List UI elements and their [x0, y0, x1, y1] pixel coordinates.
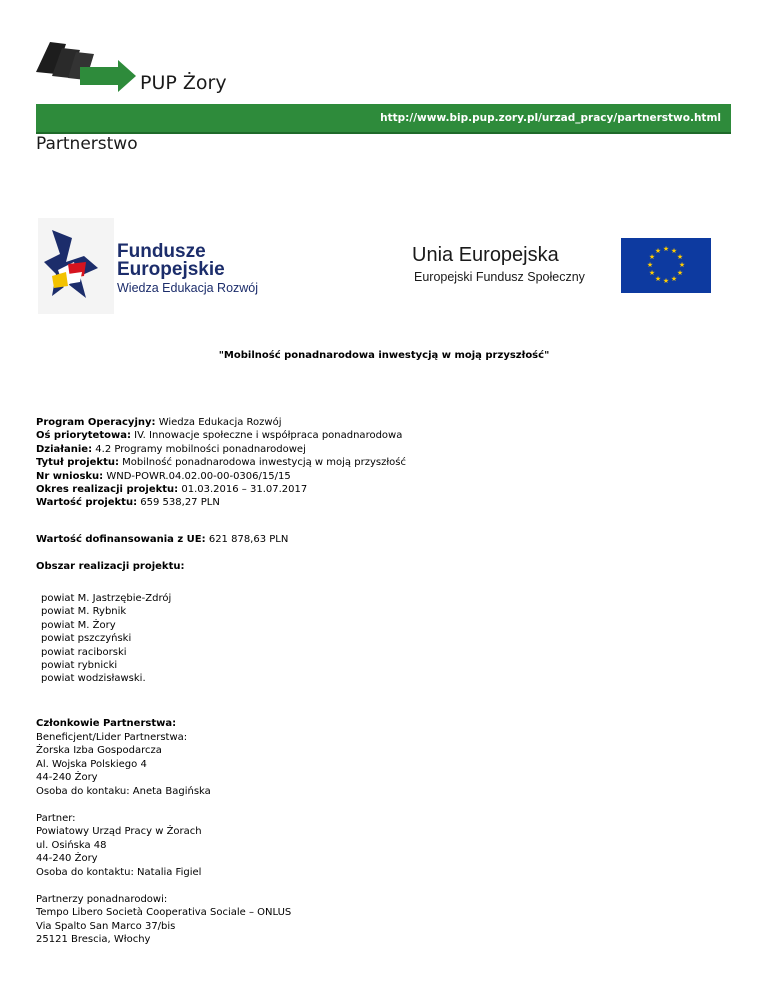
site-title: PUP Żory: [140, 72, 227, 94]
info-row-application: Nr wniosku: WND-POWR.04.02.00-00-0306/15/15: [36, 470, 291, 482]
international-line: Via Spalto San Marco 37/bis: [36, 920, 176, 932]
list-item: powiat M. Żory: [41, 619, 116, 631]
international-line: Tempo Libero Società Cooperativa Sociale – ONLUS: [36, 907, 292, 919]
page-title: Partnerstwo: [36, 134, 138, 154]
fe-title: [117, 243, 225, 279]
info-row-program: Program Operacyjny: Wiedza Edukacja Rozwój: [36, 417, 282, 428]
fe-subtitle: Wiedza Edukacja Rozwój: [117, 281, 259, 295]
fundusze-star-icon: [38, 218, 114, 314]
international-partners-block: [36, 893, 291, 947]
eu-funding-label: Wartość dofinansowania z UE:: [36, 534, 206, 545]
partner-line: Partner:: [36, 813, 76, 824]
partner-line: 44-240 Żory: [36, 853, 98, 865]
eu-funding-amount: 621 878,63 PLN: [208, 534, 289, 545]
list-item: powiat M. Rybnik: [41, 606, 127, 618]
info-row-value: Wartość projektu: 659 538,27 PLN: [36, 497, 220, 509]
page-url[interactable]: http://www.bip.pup.zory.pl/urzad_pracy/partnerstwo.html: [380, 112, 721, 124]
project-quote: "Mobilność ponadnarodowa inwestycją w moją przyszłość": [218, 350, 550, 361]
svg-text:★: ★: [662, 245, 670, 253]
eu-subtitle: Europejski Fundusz Społeczny: [414, 270, 585, 284]
partner-line: ul. Osińska 48: [36, 839, 107, 851]
leader-line: Osoba do kontaku: Aneta Bagińska: [36, 785, 211, 797]
unia-europejska-logo: [412, 238, 712, 298]
list-item: powiat M. Jastrzębie-Zdrój: [41, 593, 172, 604]
list-item: powiat raciborski: [41, 646, 127, 658]
international-line: 25121 Brescia, Włochy: [36, 934, 151, 946]
svg-text:★: ★: [654, 275, 662, 283]
leader-block: [36, 731, 211, 798]
area-label: Obszar realizacji projektu:: [36, 561, 185, 572]
members-label: Członkowie Partnerstwa:: [36, 718, 177, 729]
fundusze-europejskie-logo: [38, 218, 298, 314]
svg-text:★: ★: [670, 275, 678, 283]
list-item: powiat wodzisławski.: [41, 673, 146, 685]
eu-title: Unia Europejska: [412, 244, 559, 266]
svg-text:★: ★: [662, 277, 670, 285]
list-item: powiat pszczyński: [41, 633, 132, 645]
leader-line: Al. Wojska Polskiego 4: [36, 758, 147, 770]
svg-text:★: ★: [654, 247, 662, 255]
info-row-title: Tytuł projektu: Mobilność ponadnarodowa inwestycją w moją przyszłość: [36, 457, 406, 469]
header-bar: [36, 104, 731, 134]
eu-funding-value: [36, 534, 288, 545]
svg-text:★: ★: [646, 261, 654, 269]
svg-text:★: ★: [648, 269, 656, 277]
info-row-axis: Oś priorytetowa: IV. Innowacje społeczne i współpraca ponadnarodowa: [36, 430, 403, 442]
svg-text:★: ★: [648, 253, 656, 261]
svg-text:★: ★: [676, 269, 684, 277]
area-list: [41, 592, 171, 686]
svg-text:★: ★: [670, 247, 678, 255]
partner-line: Powiatowy Urząd Pracy w Żorach: [36, 826, 202, 838]
partner-block: [36, 812, 202, 879]
international-line: Partnerzy ponadnarodowi:: [36, 894, 168, 905]
fe-title-line1: Fundusze: [117, 241, 206, 262]
leader-line: Żorska Izba Gospodarcza: [36, 745, 162, 757]
leader-line: 44-240 Żory: [36, 772, 98, 784]
list-item: powiat rybnicki: [41, 660, 118, 672]
leader-line: Beneficjent/Lider Partnerstwa:: [36, 732, 188, 743]
partner-line: Osoba do kontaktu: Natalia Figiel: [36, 866, 202, 878]
project-info: [36, 416, 406, 510]
svg-text:★: ★: [676, 253, 684, 261]
info-row-action: Działanie: 4.2 Programy mobilności ponadnarodowej: [36, 443, 306, 455]
info-row-period: Okres realizacji projektu: 01.03.2016 – 31.07.2017: [36, 484, 308, 496]
svg-text:★: ★: [678, 261, 686, 269]
eu-flag-icon: [621, 238, 711, 293]
fe-title-line2: Europejskie: [117, 259, 225, 280]
